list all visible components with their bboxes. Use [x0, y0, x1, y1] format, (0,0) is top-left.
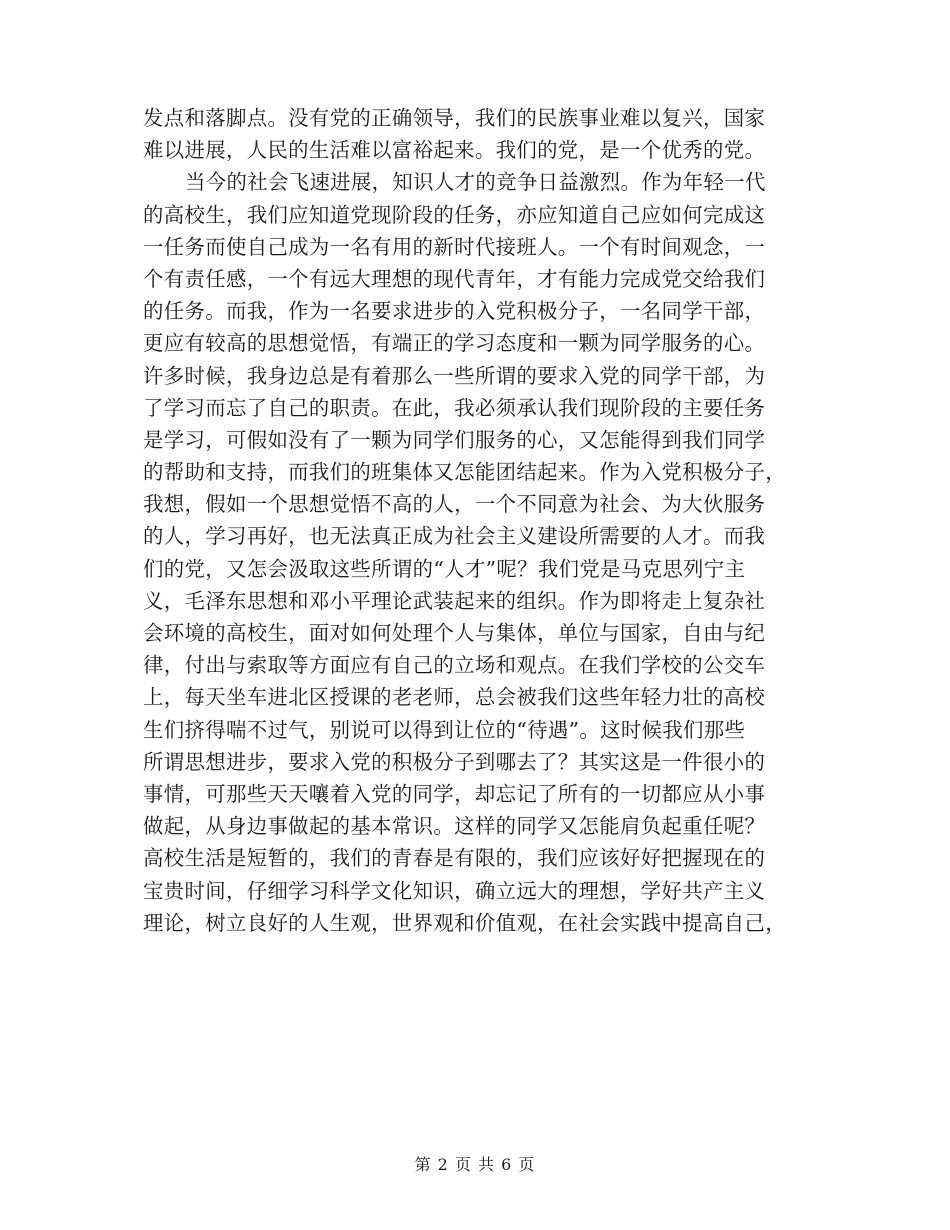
text-line: 的任务。而我，作为一名要求进步的入党积极分子，一名同学干部，: [143, 299, 766, 324]
text-line: 的帮助和支持，而我们的班集体又怎能团结起来。作为入党积极分子，: [143, 460, 786, 485]
body-text: [143, 102, 823, 939]
text-line: 我想，假如一个思想觉悟不高的人，一个不同意为社会、为大伙服务: [143, 492, 766, 517]
text-line: 更应有较高的思想觉悟，有端正的学习态度和一颗为同学服务的心。: [143, 331, 766, 356]
text-line: 的高校生，我们应知道党现阶段的任务，亦应知道自己应如何完成这: [143, 202, 766, 227]
text-line: 宝贵时间，仔细学习科学文化知识，确立远大的理想，学好共产主义: [143, 878, 766, 903]
text-line-indented: 当今的社会飞速进展，知识人才的竞争日益激烈。作为年轻一代: [185, 170, 766, 195]
text-line: 上，每天坐车进北区授课的老老师，总会被我们这些年轻力壮的高校: [143, 685, 766, 710]
text-line: 理论，树立良好的人生观，世界观和价值观，在社会实践中提高自己，: [143, 910, 786, 935]
text-line: 生们挤得喘不过气，别说可以得到让位的“待遇”。这时候我们那些: [143, 717, 746, 742]
text-line: 高校生活是短暂的，我们的青春是有限的，我们应该好好把握现在的: [143, 846, 766, 871]
text-line: 的人，学习再好，也无法真正成为社会主义建设所需要的人才。而我: [143, 524, 766, 549]
text-line: 难以进展，人民的生活难以富裕起来。我们的党，是一个优秀的党。: [143, 138, 766, 163]
text-line: 律，付出与索取等方面应有自己的立场和观点。在我们学校的公交车: [143, 653, 766, 678]
text-line: 许多时候，我身边总是有着那么一些所谓的要求入党的同学干部，为: [143, 363, 766, 388]
text-line: 所谓思想进步，要求入党的积极分子到哪去了？其实这是一件很小的: [143, 749, 766, 774]
text-line: 义，毛泽东思想和邓小平理论武装起来的组织。作为即将走上复杂社: [143, 588, 766, 613]
text-line: 了学习而忘了自己的职责。在此，我必须承认我们现阶段的主要任务: [143, 395, 766, 420]
text-line: 一任务而使自己成为一名有用的新时代接班人。一个有时间观念，一: [143, 234, 766, 259]
text-line: 事情，可那些天天嚷着入党的同学，却忘记了所有的一切都应从小事: [143, 781, 766, 806]
text-line: 们的党，又怎会汲取这些所谓的“人才”呢？我们党是马克思列宁主: [143, 556, 746, 581]
page-number-footer: 第 2 页 共 6 页: [414, 1155, 536, 1174]
text-line: 发点和落脚点。没有党的正确领导，我们的民族事业难以复兴，国家: [143, 106, 766, 130]
text-line: 个有责任感，一个有远大理想的现代青年，才有能力完成党交给我们: [143, 266, 766, 291]
text-line: 会环境的高校生，面对如何处理个人与集体，单位与国家，自由与纪: [143, 621, 766, 645]
text-line: 做起，从身边事做起的基本常识。这样的同学又怎能肩负起重任呢？: [143, 814, 766, 839]
text-line: 是学习，可假如没有了一颗为同学们服务的心，又怎能得到我们同学: [143, 427, 766, 452]
